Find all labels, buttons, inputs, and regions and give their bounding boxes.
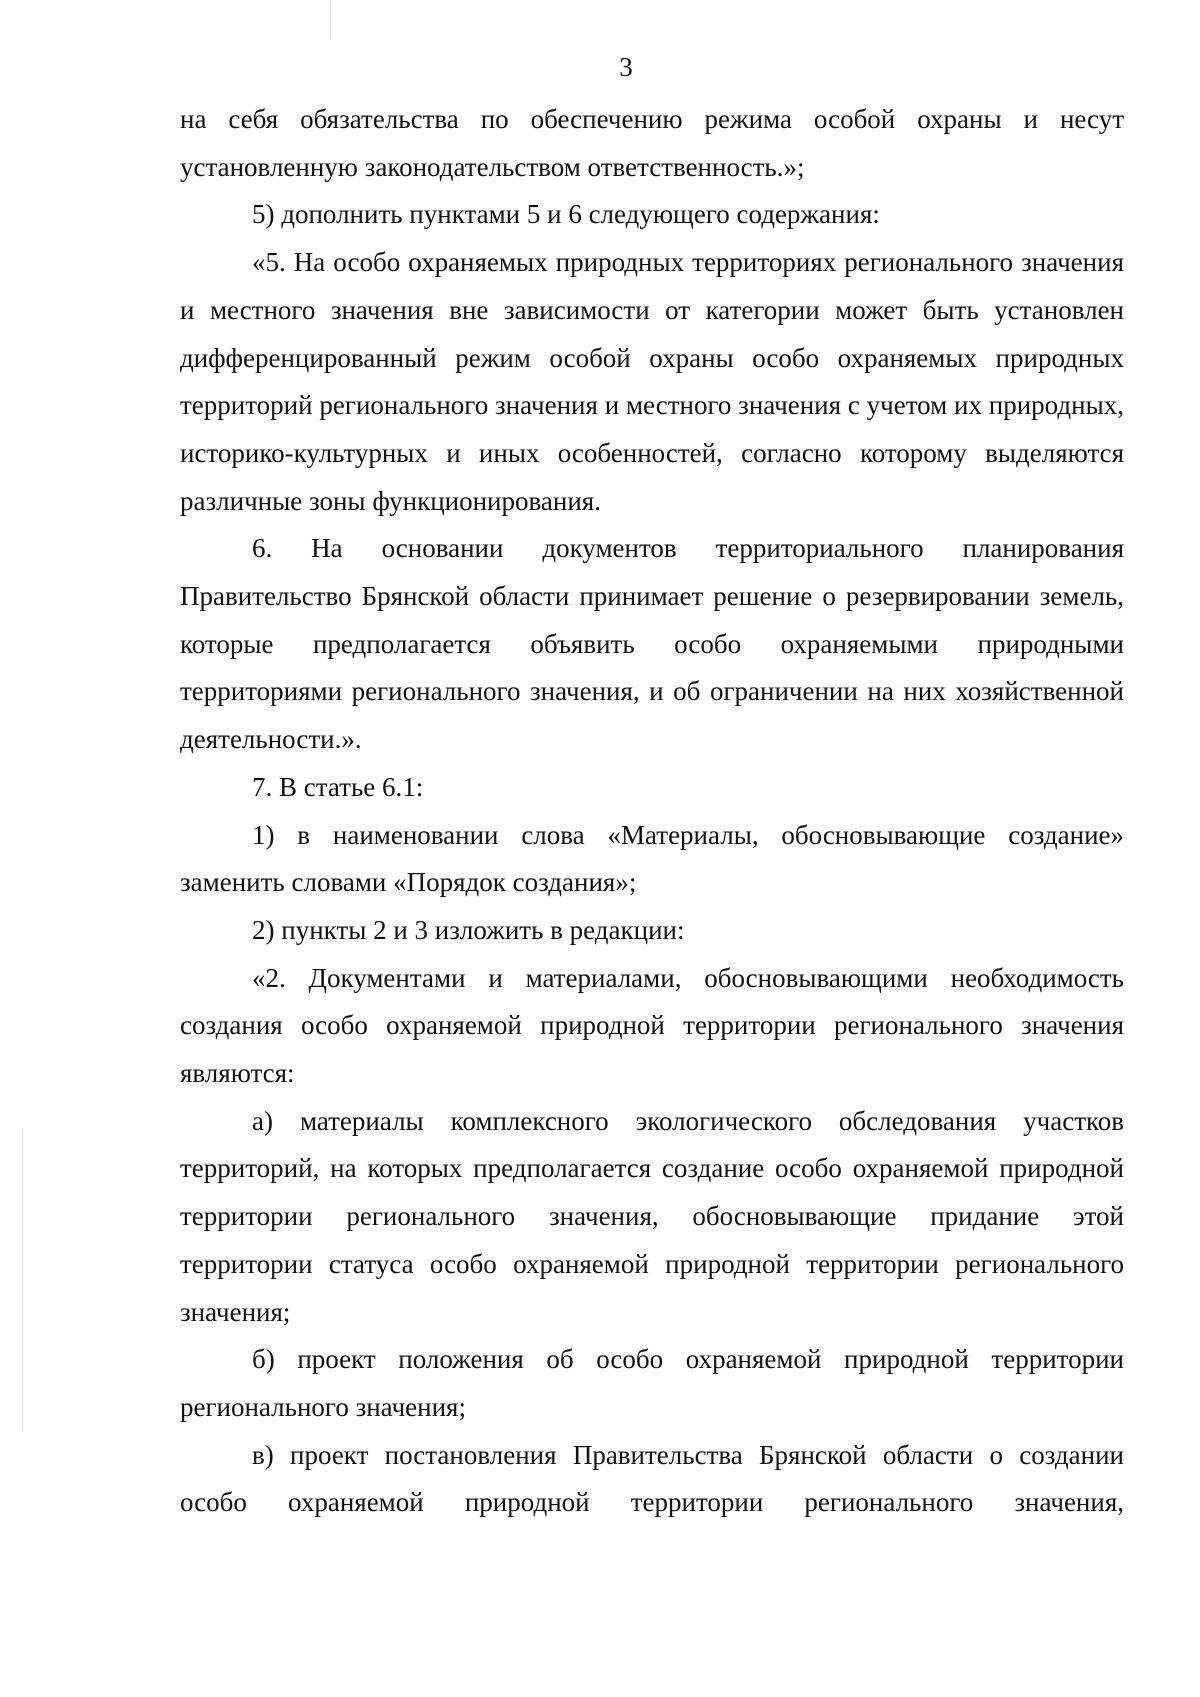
scan-artifact-top — [330, 0, 331, 40]
paragraph-point-5: «5. На особо охраняемых природных территориях регионального значения и местного значения вне зависимости от категории может быть установлен дифференцированный режим особой охраны особо охраняемых природных территорий регионального значения и местного значения с учетом их природных, историко-культурных и иных особенностей, согласно которому выделяются различные зоны функционирования. — [180, 247, 1124, 516]
paragraph-clause-a: а) материалы комплексного экологического обследования участков территорий, на которых предполагается создание особо охраняемой природной территории регионального значения, обосновывающие придание этой территории статуса особо охраняемой природной территории регионального значения; — [180, 1105, 1124, 1327]
document-body — [180, 96, 1124, 1527]
paragraph-point-6: 6. На основании документов территориального планирования Правительство Брянской области принимает решение о резервировании земель, которые предполагается объявить особо охраняемыми природными территориями регионального значения, и об ограничении на них хозяйственной деятельности.». — [180, 533, 1124, 755]
paragraph-item-5: 5) дополнить пунктами 5 и 6 следующего содержания: — [252, 199, 880, 230]
scan-artifact-left — [22, 1130, 23, 1430]
paragraph-section-7: 7. В статье 6.1: — [252, 771, 424, 802]
paragraph-subitem-1: 1) в наименовании слова «Материалы, обосновывающие создание» заменить словами «Порядок создания»; — [180, 819, 1124, 898]
paragraph-clause-b: б) проект положения об особо охраняемой природной территории регионального значения; — [180, 1344, 1124, 1422]
paragraph-clause-2: «2. Документами и материалами, обосновывающими необходимость создания особо охраняемой природной территории регионального значения являются: — [180, 962, 1124, 1089]
paragraph-clause-v: в) проект постановления Правительства Брянской области о создании особо охраняемой природной территории регионального значения, — [180, 1439, 1124, 1518]
paragraph-continuation: на себя обязательства по обеспечению режима особой охраны и несут установленную законодательством ответственность.»; — [180, 104, 1124, 182]
paragraph-subitem-2: 2) пункты 2 и 3 изложить в редакции: — [252, 914, 685, 945]
page-number: 3 — [619, 52, 633, 82]
